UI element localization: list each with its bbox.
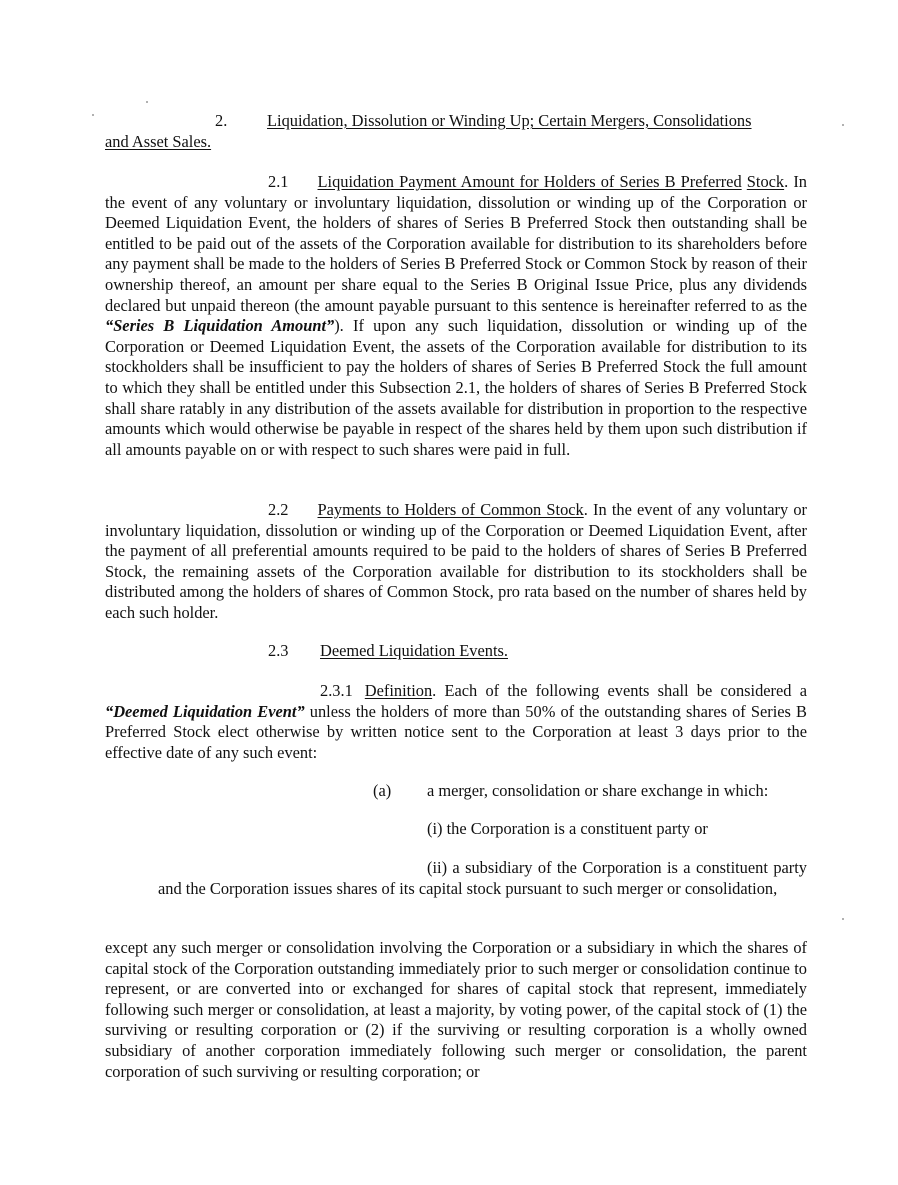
- section-2-3-1-number: 2.3.1: [320, 681, 353, 700]
- item-a-text: a merger, consolidation or share exchange in which:: [427, 781, 769, 800]
- section-2-3-1-paragraph: [105, 681, 807, 763]
- scan-speck: [842, 124, 844, 126]
- item-ii-paragraph: [158, 858, 807, 899]
- section-2-1-title-end: Stock: [746, 172, 785, 191]
- section-2-2-title: Payments to Holders of Common Stock: [317, 500, 584, 519]
- deemed-liquidation-event-term: “Deemed Liquidation Event”: [105, 701, 305, 721]
- section-2-1-number: 2.1: [268, 172, 289, 191]
- section-2-1-paragraph: [105, 172, 807, 460]
- item-ii-text-line1: (ii) a subsidiary of the Corporation is a constituent: [427, 858, 768, 877]
- section-2-number: 2.: [215, 111, 228, 130]
- section-2-title-line1: Liquidation, Dissolution or Winding Up; Certain Mergers, Consolidations: [267, 111, 752, 130]
- section-2-title-line2: and Asset Sales.: [105, 132, 212, 151]
- item-i-text: (i) the Corporation is a constituent party or: [427, 819, 708, 838]
- section-2-3-number: 2.3: [268, 641, 289, 660]
- item-a-label: (a): [373, 781, 392, 800]
- section-2-1-title: Liquidation Payment Amount for Holders of Series B Preferred: [317, 172, 742, 191]
- section-2-2-number: 2.2: [268, 500, 289, 519]
- series-b-liquidation-amount-term: “Series B Liquidation Amount”: [105, 316, 335, 336]
- scan-speck: [146, 101, 148, 103]
- section-2-3-1-text-1: . Each of the following events shall be considered a: [432, 681, 807, 700]
- section-2-3-1-text-2: unless the holders of more than 50% of the outstanding shares of Series B Preferred Stock elect otherwise by written notice sent to the Corporation at least 3 days prior to the effective date of any such event:: [105, 701, 807, 762]
- scan-speck: [842, 918, 844, 920]
- except-paragraph: except any such merger or consolidation involving the Corporation or a subsidiary in which the shares of capital stock of the Corporation outstanding immediately prior to such merger or consolidation continue to represent, or are converted into or exchanged for shares of capital stock that represent, immediately following such merger or consolidation, at least a majority, by voting power, of the capital stock of (1) the surviving or resulting corporation or (2) if the surviving or resulting corporation is a wholly owned subsidiary of another corporation immediately following such merger or consolidation, the parent corporation of such surviving or resulting corporation; or: [105, 938, 807, 1081]
- item-ii-text-rest: party and the Corporation issues shares of its capital stock pursuant to such merger or consolidation,: [158, 858, 807, 898]
- section-2-1-text-2: ). If upon any such liquidation, dissolution or winding up of the Corporation or Deemed Liquidation Event, the assets of the Corporation available for distribution to its stockholders shall be insufficient to pay the holders of shares of Series B Preferred Stock the full amount to which they shall be entitled under this Subsection 2.1, the holders of shares of Series B Preferred Stock shall share ratably in any distribution of the assets available for distribution in proportion to the respective amounts which would otherwise be payable in respect of the shares held by them upon such distribution if all amounts payable on or with respect to such shares were paid in full.: [105, 316, 807, 459]
- section-2-3-title: Deemed Liquidation Events.: [320, 641, 508, 660]
- scan-speck: [92, 114, 94, 116]
- section-2-2-text: . In the event of any voluntary or involuntary liquidation, dissolution or winding up of the Corporation or Deemed Liquidation Event, after the payment of all preferential amounts required to be paid to the holders of shares of Series B Preferred Stock, the remaining assets of the Corporation available for distribution to its stockholders shall be distributed among the holders of shares of Common Stock, pro rata based on the number of shares held by each such holder.: [105, 500, 808, 622]
- section-2-1-text-1: . In the event of any voluntary or involuntary liquidation, dissolution or winding up of the Corporation or Deemed Liquidation Event, the holders of shares of Series B Preferred Stock then outstanding shall be entitled to be paid out of the assets of the Corporation available for distribution to its shareholders before any payment shall be made to the holders of Series B Preferred Stock or Common Stock by reason of their ownership thereof, an amount per share equal to the Series B Original Issue Price, plus any dividends declared but unpaid thereon (the amount payable pursuant to this sentence is hereinafter referred to as the: [105, 172, 807, 315]
- section-2-2-paragraph: [105, 500, 807, 624]
- section-2-3-1-title: Definition: [364, 681, 433, 700]
